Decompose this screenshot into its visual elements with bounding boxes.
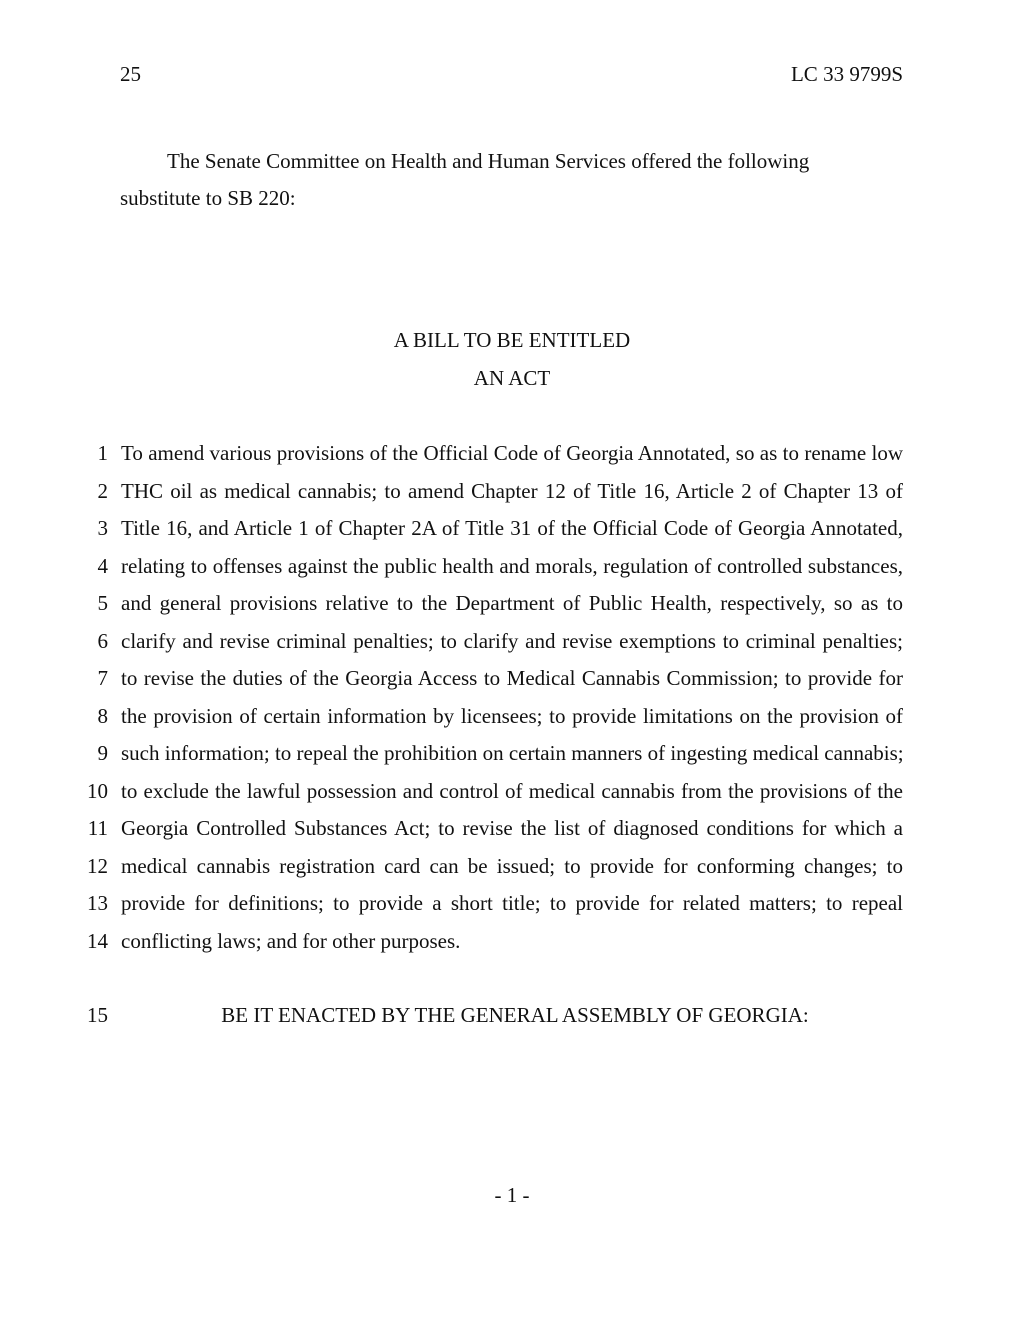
line-text: medical cannabis registration card can be issued; to provide for conforming changes; to (121, 853, 903, 878)
line-number: 3 (97, 516, 108, 540)
line-text: and general provisions relative to the Department of Public Health, respectively, so as to (121, 591, 903, 615)
numbered-line (0, 739, 1024, 777)
line-text: to revise the duties of the Georgia Access to Medical Cannabis Commission; to provide for (121, 666, 903, 690)
line-text: To amend various provisions of the Official Code of Georgia Annotated, so as to rename low (121, 441, 903, 465)
numbered-line (0, 589, 1024, 627)
numbered-line (0, 664, 1024, 702)
line-text: conflicting laws; and for other purposes. (121, 928, 461, 953)
line-number: 7 (97, 666, 108, 690)
numbered-line (0, 814, 1024, 852)
committee-intro (120, 143, 910, 217)
line-number: 10 (87, 778, 108, 803)
line-number: 4 (97, 553, 108, 578)
line-number: 9 (97, 741, 108, 765)
line-number: 12 (87, 853, 108, 878)
act-title: AN ACT (473, 366, 551, 390)
numbered-line (0, 852, 1024, 890)
numbered-line (0, 627, 1024, 665)
intro-line-1: The Senate Committee on Health and Human Services offered the following (167, 149, 810, 173)
document-id: LC 33 9799S (790, 62, 903, 86)
line-number: 5 (97, 591, 108, 615)
line-text: Georgia Controlled Substances Act; to revise the list of diagnosed conditions for which a (121, 816, 903, 840)
bill-title: A BILL TO BE ENTITLED (393, 328, 631, 352)
numbered-line (0, 514, 1024, 552)
line-number: 15 (87, 1003, 108, 1027)
line-text: relating to offenses against the public health and morals, regulation of controlled substances, (121, 553, 903, 578)
line-number: 8 (97, 703, 108, 728)
numbered-line (0, 439, 1024, 477)
line-number: 14 (87, 928, 108, 953)
line-number: 2 (97, 478, 108, 503)
line-text: provide for definitions; to provide a short title; to provide for related matters; to repeal (121, 891, 903, 915)
session-number: 25 (120, 62, 141, 86)
numbered-line (0, 702, 1024, 740)
line-number: 13 (87, 891, 108, 915)
numbered-line (0, 477, 1024, 515)
line-text: such information; to repeal the prohibition on certain manners of ingesting medical cannabis; (121, 741, 904, 765)
page-number: - 1 - (494, 1183, 530, 1207)
line-text: to exclude the lawful possession and control of medical cannabis from the provisions of the (121, 778, 903, 803)
enacting-clause: BE IT ENACTED BY THE GENERAL ASSEMBLY OF GEORGIA: (221, 1003, 809, 1027)
line-text: THC oil as medical cannabis; to amend Chapter 12 of Title 16, Article 2 of Chapter 13 of (121, 478, 903, 503)
numbered-line (0, 927, 1024, 965)
intro-line-2: substitute to SB 220: (120, 186, 296, 210)
line-text: Title 16, and Article 1 of Chapter 2A of Title 31 of the Official Code of Georgia Annotated, (121, 516, 903, 540)
numbered-line (0, 552, 1024, 590)
line-text: the provision of certain information by licensees; to provide limitations on the provision of (121, 703, 903, 728)
numbered-line (0, 889, 1024, 927)
line-number: 1 (97, 441, 108, 465)
line-number: 6 (97, 628, 108, 653)
line-number: 11 (87, 816, 108, 840)
numbered-line (0, 777, 1024, 815)
bill-caption (0, 439, 1024, 964)
line-text: clarify and revise criminal penalties; to clarify and revise exemptions to criminal penalties; (121, 628, 903, 653)
